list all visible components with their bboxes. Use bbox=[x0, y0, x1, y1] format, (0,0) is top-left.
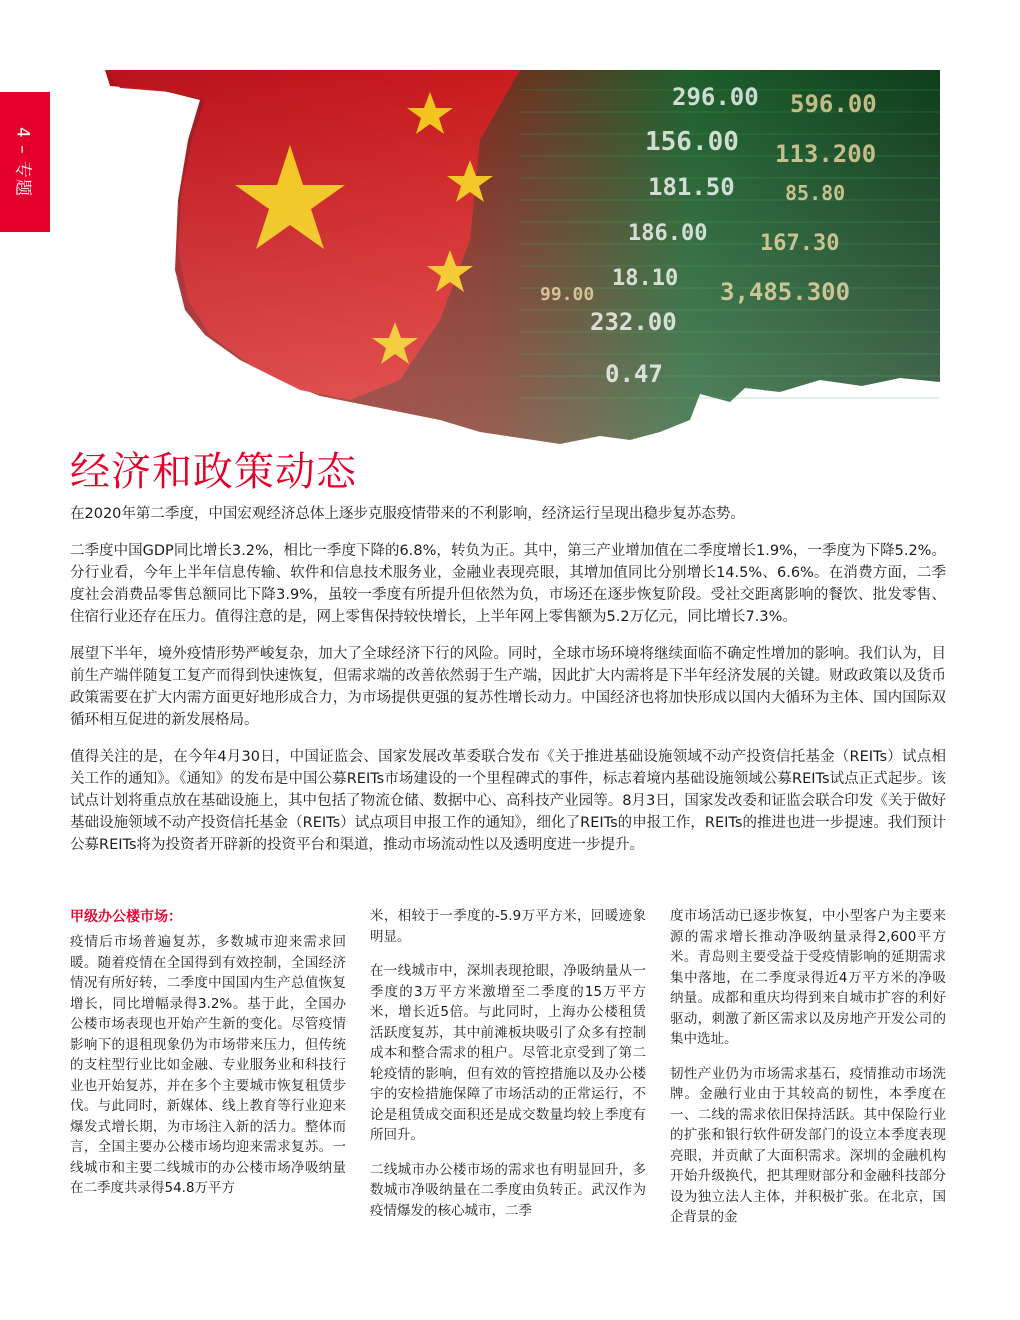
section-title: 经济和政策动态 bbox=[70, 449, 357, 495]
column-paragraph: 疫情后市场普遍复苏，多数城市迎来需求回暖。随着疫情在全国得到有效控制，全国经济情况有所好转，二季度中国国内生产总值恢复增长，同比增幅录得3.2%。基于此，全国办公楼市场表现也开始产生新的变化。尽管疫情影响下的退租现象仍为市场带来压力，但传统的支柱型行业比如金融、专业服务业和科技行业也开始复苏，并在多个主要城市恢复租赁步伐。与此同时，新媒体、线上教育等行业迎来爆发式增长期，为市场注入新的活力。整体而言，全国主要办公楼市场均迎来需求复苏。一线城市和主要二线城市的办公楼市场净吸纳量在二季度共录得54.8万平方 bbox=[70, 934, 346, 1196]
intro-paragraph: 二季度中国GDP同比增长3.2%，相比一季度下降的6.8%，转负为正。其中，第三产业增加值在二季度增长1.9%，一季度为下降5.2%。分行业看，今年上半年信息传输、软件和信息技术服务业，金融业表现亮眼，其增加值同比分别增长14.5%、6.6%。在消费方面，二季度社会消费品零售总额同比下降3.9%，虽较一季度有所提升但依然为负，市场还在逐步恢复阶段。受社交距离影响的餐饮、批发零售、住宿行业还存在压力。值得注意的是，网上零售保持较快增长，上半年网上零售额为5.2万亿元，同比增长7.3%。 bbox=[70, 543, 946, 625]
column-paragraph: 米，相较于一季度的-5.9万平方米，回暖迹象明显。 bbox=[370, 908, 646, 945]
intro-body bbox=[70, 503, 946, 871]
three-column-body bbox=[70, 906, 946, 1242]
column-2 bbox=[370, 906, 646, 1242]
intro-paragraph: 在2020年第二季度，中国宏观经济总体上逐步克服疫情带来的不利影响，经济运行呈现出稳步复苏态势。 bbox=[70, 506, 745, 522]
column-heading: 甲级办公楼市场： bbox=[70, 909, 182, 925]
column-paragraph: 度市场活动已逐步恢复，中小型客户为主要来源的需求增长推动净吸纳量录得2,600平方米。青岛则主要受益于受疫情影响的延期需求集中落地，在二季度录得近4万平方米的净吸纳量。成都和重庆均得到来自城市扩容的利好驱动，刺激了新区需求以及房地产开发公司的集中选址。 bbox=[670, 908, 946, 1047]
hero-image bbox=[0, 0, 1020, 460]
column-paragraph: 在一线城市中，深圳表现抢眼，净吸纳量从一季度的3万平方米激增至二季度的15万平方米，增长近5倍。与此同时，上海办公楼租赁活跃度复苏，其中前滩板块吸引了众多有控制成本和整合需求的租户。尽管北京受到了第二轮疫情的影响，但有效的管控措施以及办公楼宇的安检措施保障了市场活动的正常运行，不论是租赁成交面积还是成交数量均较上季度有所回升。 bbox=[370, 963, 646, 1143]
column-1 bbox=[70, 906, 346, 1242]
side-tab bbox=[0, 92, 50, 232]
intro-paragraph: 展望下半年，境外疫情形势严峻复杂，加大了全球经济下行的风险。同时，全球市场环境将继续面临不确定性增加的影响。我们认为，目前生产端伴随复工复产而得到快速恢复，但需求端的改善依然弱于生产端，因此扩大内需将是下半年经济发展的关键。财政政策以及货币政策需要在扩大内需方面更好地形成合力，为市场提供更强的复苏性增长动力。中国经济也将加快形成以国内大循环为主体、国内国际双循环相互促进的新发展格局。 bbox=[70, 646, 946, 728]
side-tab-label: 4 – 专题 bbox=[12, 126, 33, 198]
column-paragraph: 二线城市办公楼市场的需求也有明显回升，多数城市净吸纳量在二季度由负转正。武汉作为疫情爆发的核心城市，二季 bbox=[370, 1161, 646, 1219]
column-paragraph: 韧性产业仍为市场需求基石，疫情推动市场洗牌。金融行业由于其较高的韧性，本季度在一、二线的需求依旧保持活跃。其中保险行业的扩张和银行软件研发部门的设立本季度表现亮眼，并贡献了大面积需求。深圳的金融机构开始升级换代，把其理财部分和金融科技部分设为独立法人主体，并积极扩张。在北京，国企背景的金 bbox=[670, 1065, 946, 1225]
intro-paragraph: 值得关注的是，在今年4月30日，中国证监会、国家发展改革委联合发布《关于推进基础设施领域不动产投资信托基金（REITs）试点相关工作的通知》。《通知》的发布是中国公募REITs市场建设的一个里程碑式的事件，标志着境内基础设施领域公募REITs试点正式起步。该试点计划将重点放在基础设施上，其中包括了物流仓储、数据中心、高科技产业园等。8月3日，国家发改委和证监会联合印发《关于做好基础设施领域不动产投资信托基金（REITs）试点项目申报工作的通知》，细化了REITs的申报工作，REITs的推进也进一步提速。我们预计公募REITs将为投资者开辟新的投资平台和渠道，推动市场流动性以及透明度进一步提升。 bbox=[70, 749, 946, 853]
column-3 bbox=[670, 906, 946, 1242]
